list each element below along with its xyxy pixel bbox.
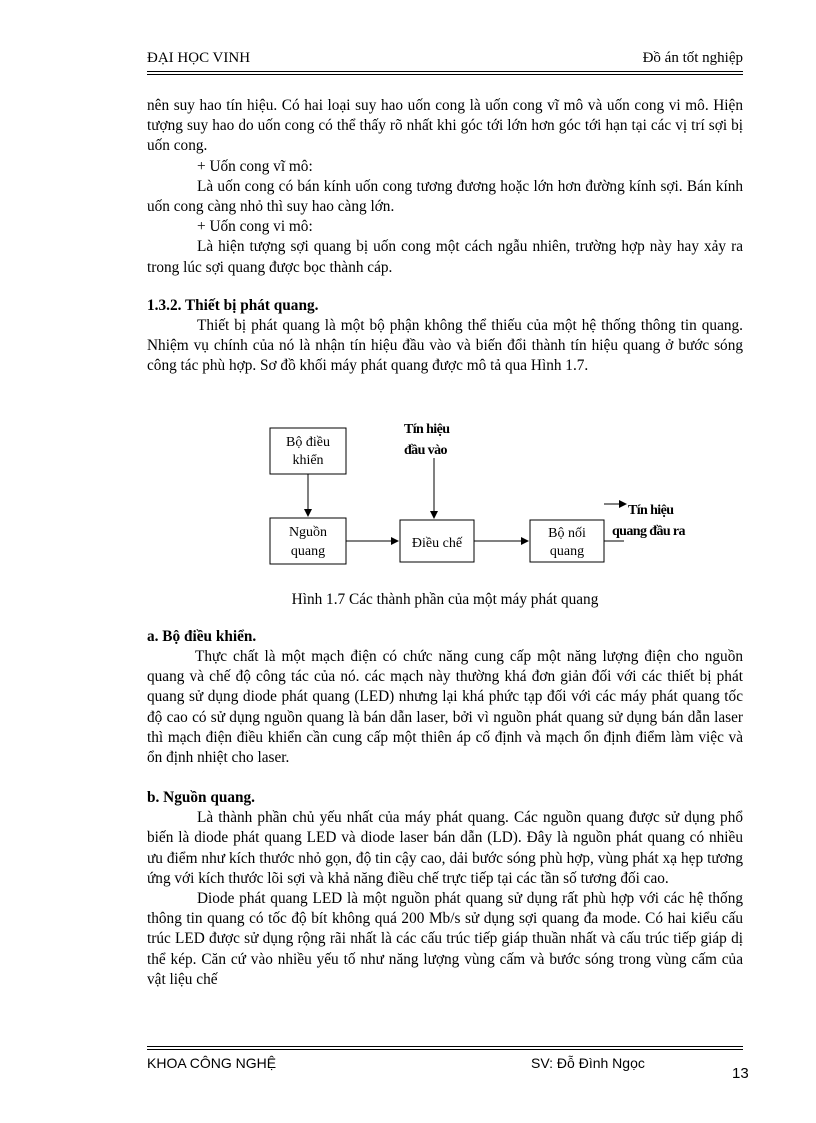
- macro-bend-text: Là uốn cong có bán kính uốn cong tương đương hoặc lớn hơn đường kính sợi. Bán kính uốn cong càng nhỏ thì suy hao càng lớn.: [147, 177, 743, 216]
- section-heading-132: 1.3.2. Thiết bị phát quang.: [147, 296, 319, 314]
- input-signal-label-2: đầu vào: [404, 443, 447, 458]
- coupler-label-2: quang: [549, 544, 585, 559]
- output-signal-label-1: Tín hiệu: [628, 503, 674, 518]
- input-signal-label-1: Tín hiệu: [404, 422, 450, 437]
- document-body: [147, 96, 743, 376]
- micro-bend-text: Là hiện tượng sợi quang bị uốn cong một cách ngẫu nhiên, trường hợp này hay xảy ra trong lúc sợi quang được bọc thành cáp.: [147, 238, 743, 276]
- source-block: [270, 518, 346, 564]
- header-university: ĐẠI HỌC VINH: [147, 50, 251, 66]
- section-heading-a: a. Bộ điều khiển.: [147, 628, 257, 645]
- footer-rule-1: [147, 1046, 743, 1047]
- output-signal-label-2: quang đầu ra: [612, 524, 685, 539]
- figure-caption: Hình 1.7 Các thành phần của một máy phát quang: [291, 591, 599, 608]
- page-header: [147, 46, 743, 72]
- source-label-2: quang: [290, 544, 326, 559]
- section-132-text: Thiết bị phát quang là một bộ phận không thể thiếu của một hệ thống thông tin quang. Nhiệm vụ chính của nó là nhận tín hiệu đầu vào và biến đổi thành tín hiệu quang ở bước sóng công tác phù hợp. Sơ đồ khối máy phát quang được mô tả qua Hình 1.7.: [147, 316, 743, 375]
- section-a-text: Thực chất là một mạch điện có chức năng cung cấp một năng lượng điện cho nguồn quang và chế độ công tác của nó. các mạch này thường khá đơn giản đối với các thiết bị phát quang sử dụng diode phát quang (LED) nhưng lại khá phức tạp đối với các máy phát quang tốc độ cao có sử dụng nguồn quang là bán dẫn laser, bởi vì nguồn phát quang sử dụng bán dẫn laser thì mạch điện điều khiển cần cung cấp một thiên áp cố định và mạch ổn định điểm làm việc và ổn định nhiệt cho laser.: [147, 648, 743, 767]
- controller-block: [270, 428, 346, 474]
- modulator-label: Điều chế: [411, 536, 463, 551]
- header-rule-2: [147, 74, 743, 75]
- macro-bend-title: + Uốn cong vĩ mô:: [197, 157, 313, 175]
- paragraph-bending-loss: nên suy hao tín hiệu. Có hai loại suy hao uốn cong là uốn cong vĩ mô và uốn cong vi mô. Hiện tượng suy hao do uốn cong có thể thấy rõ nhất khi góc tới lớn hơn góc tới hạn tại các vị trí sợi bị uốn cong.: [147, 97, 743, 155]
- header-doc-type: Đồ án tốt nghiệp: [642, 50, 743, 66]
- header-rule-1: [147, 71, 743, 72]
- footer-rule-2: [147, 1049, 743, 1050]
- controller-label-2: khiển: [292, 453, 324, 468]
- document-body-lower: [147, 627, 743, 990]
- micro-bend-title: + Uốn cong vi mô:: [197, 218, 313, 236]
- section-b-text-2: Diode phát quang LED là một nguồn phát quang sử dụng rất phù hợp với các hệ thống thông tin quang có tốc độ bít không quá 200 Mb/s sử dụng sợi quang đa mode. Có hai kiểu cấu trúc LED được sử dụng rộng rãi nhất là các cấu trúc tiếp giáp thuần nhất và cấu trúc tiếp giáp dị thể kép. Căn cứ vào nhiều yếu tố như năng lượng vùng cấm và bước sóng trong vùng cấm của vật liệu chế: [147, 890, 743, 988]
- source-label-1: Nguồn: [288, 525, 328, 540]
- coupler-block: [530, 520, 604, 562]
- transmitter-block-diagram: [262, 418, 722, 578]
- section-heading-b: b. Nguồn quang.: [147, 789, 255, 807]
- section-b-text-1: Là thành phần chủ yếu nhất của máy phát quang. Các nguồn quang được sử dụng phổ biến là diode phát quang LED và diode laser bán dẫn (LD). Đây là nguồn phát quang có nhiều ưu điểm như kích thước nhỏ gọn, độ tin cậy cao, dải bước sóng phù hợp, vùng phát xạ hẹp tương ứng với kích thước lõi sợi và khả năng điều chế trực tiếp tại các tần số tương đối cao.: [147, 809, 743, 887]
- modulator-block: [400, 520, 474, 562]
- footer-student: SV: Đỗ Đình Ngọc: [531, 1055, 645, 1071]
- coupler-label-1: Bộ nối: [548, 526, 586, 541]
- controller-label-1: Bộ điều: [286, 435, 330, 450]
- page-number: 13: [732, 1065, 749, 1082]
- footer-faculty: KHOA CÔNG NGHỆ: [147, 1055, 277, 1071]
